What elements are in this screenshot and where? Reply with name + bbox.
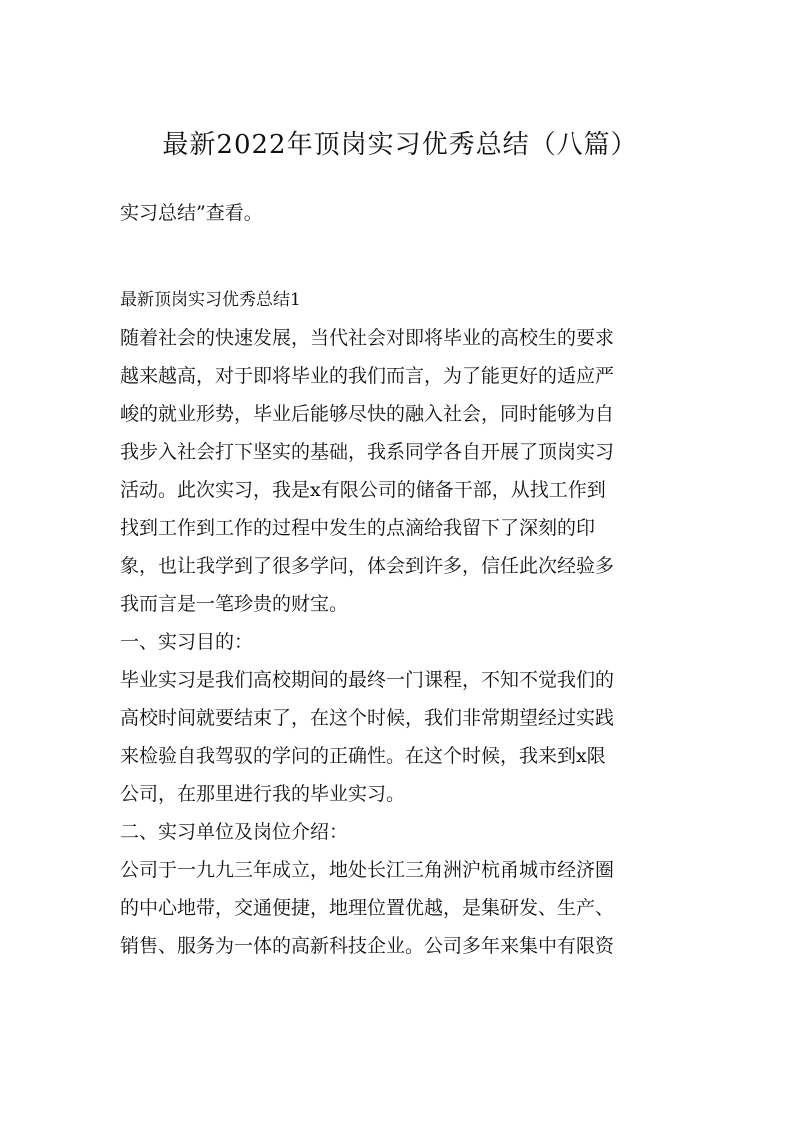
document-title: 最新2022年顶岗实习优秀总结（八篇）: [162, 130, 638, 160]
section-heading: 二、实习单位及岗位介绍：: [120, 821, 349, 843]
paragraph-line: 高校时间就要结束了，在这个时候，我们非常期望经过实践: [120, 707, 615, 729]
paragraph-line: 越来越高，对于即将毕业的我们而言，为了能更好的适应严: [120, 365, 615, 387]
paragraph-line: 随着社会的快速发展，当代社会对即将毕业的高校生的要求: [120, 327, 615, 349]
paragraph-line: 公司，在那里进行我的毕业实习。: [120, 783, 406, 805]
paragraph-line: 公司于一九九三年成立，地处长江三角洲沪杭甬城市经济圈: [120, 859, 615, 881]
paragraph-line: 活动。此次实习，我是x有限公司的储备干部，从找工作到: [120, 479, 606, 501]
paragraph-line: 毕业实习是我们高校期间的最终一门课程，不知不觉我们的: [120, 669, 615, 691]
section-heading: 最新顶岗实习优秀总结1: [120, 290, 301, 310]
document-body: [120, 283, 690, 967]
paragraph-line: 销售、服务为一体的高新科技企业。公司多年来集中有限资: [120, 935, 615, 957]
section-heading: 一、实习目的：: [120, 631, 254, 653]
paragraph-line: 峻的就业形势，毕业后能够尽快的融入社会，同时能够为自: [120, 403, 615, 425]
paragraph-line: 我而言是一笔珍贵的财宝。: [120, 593, 349, 615]
paragraph-line: 来检验自我驾驭的学问的正确性。在这个时候，我来到x限: [120, 745, 606, 767]
paragraph-line: 的中心地带，交通便捷，地理位置优越，是集研发、生产、: [120, 897, 615, 919]
paragraph-line: 象，也让我学到了很多学问，体会到许多，信任此次经验多: [120, 555, 615, 577]
paragraph-line: 找到工作到工作的过程中发生的点滴给我留下了深刻的印: [120, 517, 596, 539]
paragraph-line: 我步入社会打下坚实的基础，我系同学各自开展了顶岗实习: [120, 441, 615, 463]
intro-text: 实习总结”查看。: [120, 202, 263, 224]
